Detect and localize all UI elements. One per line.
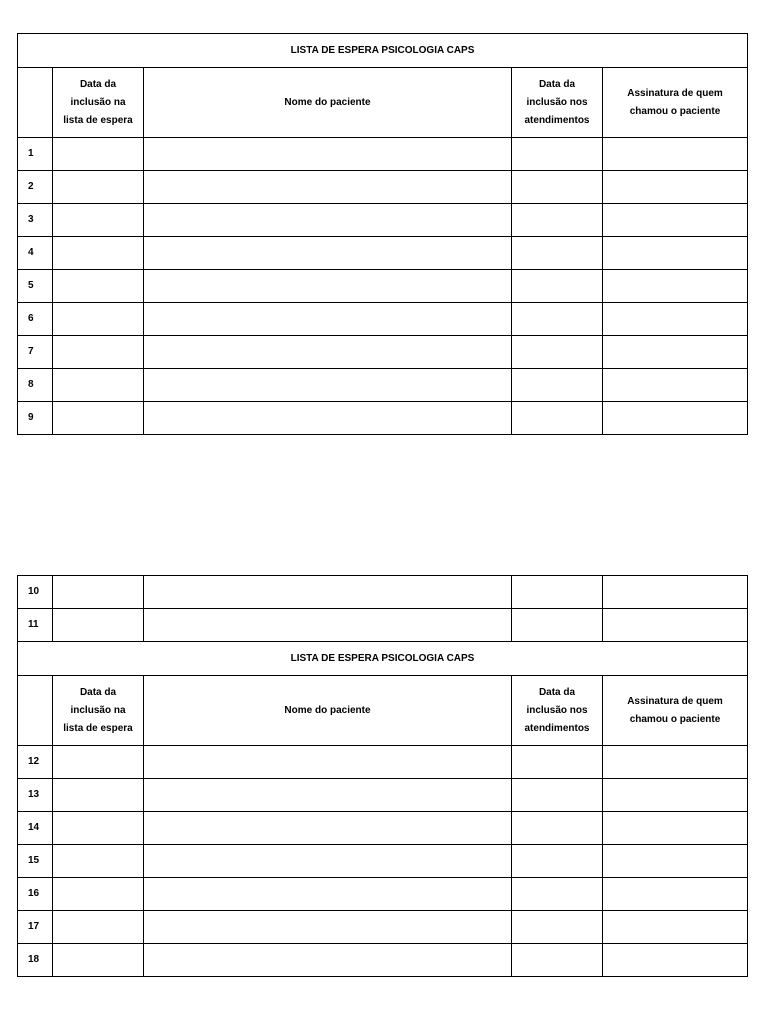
header-date-waitlist-line-2: inclusão na	[70, 704, 126, 716]
date-care-cell[interactable]	[512, 336, 603, 369]
table-title: LISTA DE ESPERA PSICOLOGIA CAPS	[18, 642, 748, 676]
date-care-cell[interactable]	[512, 270, 603, 303]
row-number: 18	[18, 944, 53, 977]
patient-name-cell[interactable]	[144, 812, 512, 845]
date-care-cell[interactable]	[512, 878, 603, 911]
header-date-care-line-2: inclusão nos	[526, 96, 588, 108]
header-date-waitlist-line-3: lista de espera	[63, 722, 133, 734]
waitlist-table-bottom	[17, 575, 748, 977]
row-number: 6	[18, 303, 53, 336]
date-waitlist-cell[interactable]	[53, 944, 144, 977]
date-care-cell[interactable]	[512, 746, 603, 779]
date-care-cell[interactable]	[512, 237, 603, 270]
header-date-waitlist-line-1: Data da	[79, 686, 117, 698]
table-row	[18, 812, 748, 845]
table-row	[18, 303, 748, 336]
date-care-cell[interactable]	[512, 609, 603, 642]
table-row	[18, 270, 748, 303]
waitlist-table-top	[17, 33, 748, 435]
patient-name-cell[interactable]	[144, 336, 512, 369]
patient-name-cell[interactable]	[144, 204, 512, 237]
row-number: 8	[18, 369, 53, 402]
table-title: LISTA DE ESPERA PSICOLOGIA CAPS	[18, 34, 748, 68]
date-waitlist-cell[interactable]	[53, 171, 144, 204]
date-care-cell[interactable]	[512, 402, 603, 435]
title-row	[18, 34, 748, 68]
date-waitlist-cell[interactable]	[53, 303, 144, 336]
table-row	[18, 336, 748, 369]
date-care-cell[interactable]	[512, 944, 603, 977]
date-waitlist-cell[interactable]	[53, 576, 144, 609]
date-care-cell[interactable]	[512, 204, 603, 237]
table-row	[18, 171, 748, 204]
date-care-cell[interactable]	[512, 138, 603, 171]
row-number: 13	[18, 779, 53, 812]
patient-name-cell[interactable]	[144, 369, 512, 402]
table-row	[18, 779, 748, 812]
signature-cell[interactable]	[603, 336, 748, 369]
date-care-cell[interactable]	[512, 369, 603, 402]
date-care-cell[interactable]	[512, 779, 603, 812]
table-row	[18, 369, 748, 402]
table-row	[18, 609, 748, 642]
patient-name-cell[interactable]	[144, 237, 512, 270]
date-waitlist-cell[interactable]	[53, 609, 144, 642]
patient-name-cell[interactable]	[144, 746, 512, 779]
date-care-cell[interactable]	[512, 911, 603, 944]
header-date-care-line-3: atendimentos	[524, 114, 590, 126]
header-date-waitlist	[53, 68, 144, 138]
signature-cell[interactable]	[603, 369, 748, 402]
table-row	[18, 204, 748, 237]
header-signature	[603, 68, 748, 138]
signature-cell[interactable]	[603, 402, 748, 435]
date-waitlist-cell[interactable]	[53, 237, 144, 270]
row-number: 12	[18, 746, 53, 779]
header-date-care-line-1: Data da	[538, 686, 576, 698]
signature-cell[interactable]	[603, 171, 748, 204]
header-signature-line-1: Assinatura de quem	[627, 87, 723, 99]
signature-cell[interactable]	[603, 576, 748, 609]
signature-cell[interactable]	[603, 237, 748, 270]
date-waitlist-cell[interactable]	[53, 270, 144, 303]
signature-cell[interactable]	[603, 845, 748, 878]
table-row	[18, 911, 748, 944]
title-row	[18, 642, 748, 676]
date-care-cell[interactable]	[512, 303, 603, 336]
row-number: 15	[18, 845, 53, 878]
row-number: 2	[18, 171, 53, 204]
table-row	[18, 944, 748, 977]
date-care-cell[interactable]	[512, 576, 603, 609]
signature-cell[interactable]	[603, 270, 748, 303]
date-waitlist-cell[interactable]	[53, 779, 144, 812]
signature-cell[interactable]	[603, 779, 748, 812]
row-number: 17	[18, 911, 53, 944]
patient-name-cell[interactable]	[144, 878, 512, 911]
patient-name-cell[interactable]	[144, 609, 512, 642]
date-care-cell[interactable]	[512, 812, 603, 845]
table-row	[18, 402, 748, 435]
date-waitlist-cell[interactable]	[53, 336, 144, 369]
date-waitlist-cell[interactable]	[53, 204, 144, 237]
patient-name-cell[interactable]	[144, 911, 512, 944]
table-row	[18, 138, 748, 171]
patient-name-cell[interactable]	[144, 576, 512, 609]
date-waitlist-cell[interactable]	[53, 845, 144, 878]
table-row	[18, 878, 748, 911]
patient-name-cell[interactable]	[144, 171, 512, 204]
patient-name-cell[interactable]	[144, 402, 512, 435]
header-number	[18, 676, 53, 746]
date-care-cell[interactable]	[512, 171, 603, 204]
patient-name-cell[interactable]	[144, 779, 512, 812]
row-number: 9	[18, 402, 53, 435]
signature-cell[interactable]	[603, 878, 748, 911]
patient-name-cell[interactable]	[144, 944, 512, 977]
row-number: 4	[18, 237, 53, 270]
header-signature	[603, 676, 748, 746]
header-date-waitlist-line-1: Data da	[79, 78, 117, 90]
table-row	[18, 845, 748, 878]
date-waitlist-cell[interactable]	[53, 812, 144, 845]
header-number	[18, 68, 53, 138]
patient-name-cell[interactable]	[144, 303, 512, 336]
header-date-care-line-1: Data da	[538, 78, 576, 90]
patient-name-cell[interactable]	[144, 270, 512, 303]
header-signature-line-1: Assinatura de quem	[627, 695, 723, 707]
header-patient-name: Nome do paciente	[144, 676, 512, 746]
row-number: 14	[18, 812, 53, 845]
row-number: 16	[18, 878, 53, 911]
header-signature-line-2: chamou o paciente	[629, 105, 721, 117]
date-care-cell[interactable]	[512, 845, 603, 878]
table-row	[18, 237, 748, 270]
header-row	[18, 676, 748, 746]
row-number: 1	[18, 138, 53, 171]
header-date-care	[512, 68, 603, 138]
header-date-care-line-2: inclusão nos	[526, 704, 588, 716]
header-date-waitlist-line-2: inclusão na	[70, 96, 126, 108]
date-waitlist-cell[interactable]	[53, 369, 144, 402]
signature-cell[interactable]	[603, 746, 748, 779]
row-number: 11	[18, 609, 53, 642]
date-waitlist-cell[interactable]	[53, 746, 144, 779]
signature-cell[interactable]	[603, 812, 748, 845]
date-waitlist-cell[interactable]	[53, 911, 144, 944]
signature-cell[interactable]	[603, 944, 748, 977]
row-number: 10	[18, 576, 53, 609]
table-row	[18, 576, 748, 609]
header-signature-line-2: chamou o paciente	[629, 713, 721, 725]
patient-name-cell[interactable]	[144, 138, 512, 171]
header-patient-name: Nome do paciente	[144, 68, 512, 138]
row-number: 3	[18, 204, 53, 237]
date-waitlist-cell[interactable]	[53, 138, 144, 171]
table-row	[18, 746, 748, 779]
row-number: 7	[18, 336, 53, 369]
row-number: 5	[18, 270, 53, 303]
date-waitlist-cell[interactable]	[53, 402, 144, 435]
header-date-care-line-3: atendimentos	[524, 722, 590, 734]
header-row	[18, 68, 748, 138]
signature-cell[interactable]	[603, 204, 748, 237]
header-date-care	[512, 676, 603, 746]
header-date-waitlist-line-3: lista de espera	[63, 114, 133, 126]
signature-cell[interactable]	[603, 138, 748, 171]
header-date-waitlist	[53, 676, 144, 746]
patient-name-cell[interactable]	[144, 845, 512, 878]
signature-cell[interactable]	[603, 609, 748, 642]
signature-cell[interactable]	[603, 303, 748, 336]
signature-cell[interactable]	[603, 911, 748, 944]
date-waitlist-cell[interactable]	[53, 878, 144, 911]
